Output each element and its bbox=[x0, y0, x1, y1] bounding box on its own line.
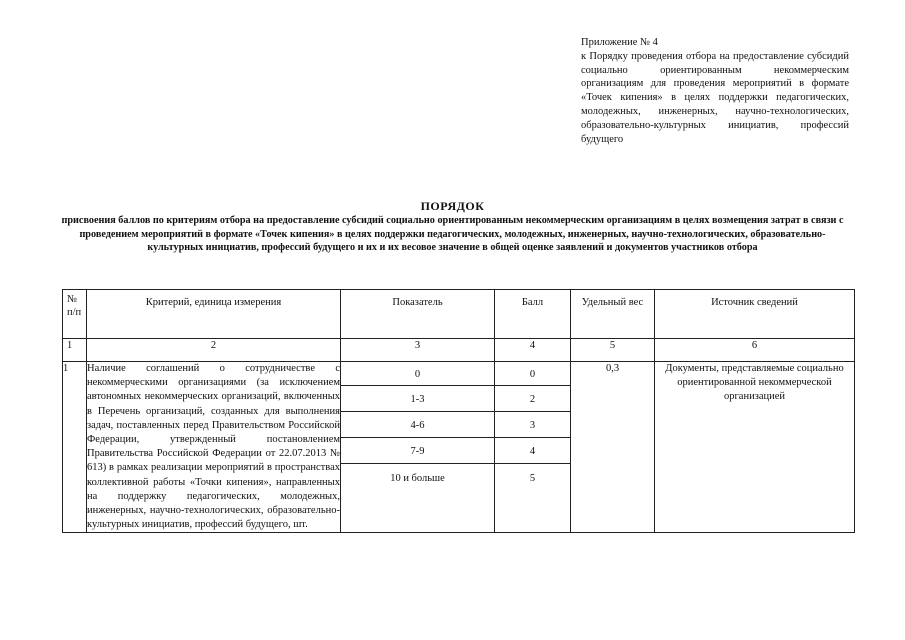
indicator-cell: 0 bbox=[341, 362, 494, 386]
header-weight: Удельный вес bbox=[571, 290, 655, 339]
indicator-cell: 4-6 bbox=[341, 412, 494, 438]
indicator-cell: 1-3 bbox=[341, 386, 494, 412]
appendix-number: Приложение № 4 bbox=[581, 37, 658, 48]
title-heading: ПОРЯДОК bbox=[420, 199, 485, 213]
indicator-cell: 10 и больше bbox=[390, 472, 445, 484]
row-weight: 0,3 bbox=[571, 362, 655, 533]
row-source: Документы, представляемые социально ориентированной некоммерческой организацией bbox=[655, 362, 855, 533]
indicator-column bbox=[341, 362, 495, 533]
header-source: Источник сведений bbox=[655, 290, 855, 339]
row-criterion: Наличие соглашений о сотрудничестве с некоммерческими организациями (за исключением автономных некоммерческих организаций, включенных в Перечень организаций, созданных для выполнения задач, поставленных перед Правительством Российской Федерации, утвержденный постановлением Правительства Российской Федерации от 22.07.2013 № 613) в рамках реализации мероприятий в пространствах коллективной работы «Точки кипения», направленных на поддержку педагогических, молодежных, инженерных, научно-технологических, образовательно-культурных инициатив, профессий будущего, шт. bbox=[87, 362, 341, 533]
col-number: 5 bbox=[571, 339, 655, 362]
points-cell: 5 bbox=[529, 472, 536, 484]
header-points: Балл bbox=[495, 290, 571, 339]
table-row bbox=[63, 362, 855, 533]
criteria-table bbox=[62, 289, 855, 533]
row-num: 1 bbox=[63, 362, 87, 533]
document-title bbox=[60, 199, 845, 255]
col-number: 1 bbox=[63, 339, 87, 362]
points-cell: 0 bbox=[495, 362, 570, 386]
appendix-text: к Порядку проведения отбора на предоставление субсидий социально ориентированным некоммерческим организациям для проведения мероприятий в формате «Точек кипения» в целях поддержки педагогических, молодежных, инженерных, научно-технологических, образовательно-культурных инициатив, профессий будущего bbox=[581, 50, 849, 145]
col-number: 2 bbox=[87, 339, 341, 362]
header-num: № п/п bbox=[63, 290, 87, 339]
points-cell: 2 bbox=[495, 386, 570, 412]
header-criterion: Критерий, единица измерения bbox=[87, 290, 341, 339]
col-number: 3 bbox=[341, 339, 495, 362]
points-cell: 4 bbox=[495, 438, 570, 464]
col-number: 4 bbox=[495, 339, 571, 362]
table-header-row bbox=[63, 290, 855, 339]
points-cell: 3 bbox=[495, 412, 570, 438]
header-indicator: Показатель bbox=[341, 290, 495, 339]
title-subtitle: присвоения баллов по критериям отбора на предоставление субсидий социально ориентированным некоммерческим организациям в целях возмещения затрат в связи с проведением мероприятий в формате «Точек кипения» в целях поддержки педагогических, молодежных, инженерных, научно-технологических, образовательно-культурных инициатив, профессий будущего и их и их весовое значение в общей оценке заявлений и документов участников отбора bbox=[61, 215, 844, 254]
points-column bbox=[495, 362, 571, 533]
indicator-cell: 7-9 bbox=[341, 438, 494, 464]
col-number: 6 bbox=[655, 339, 855, 362]
appendix-note bbox=[581, 36, 849, 146]
column-number-row bbox=[63, 339, 855, 362]
